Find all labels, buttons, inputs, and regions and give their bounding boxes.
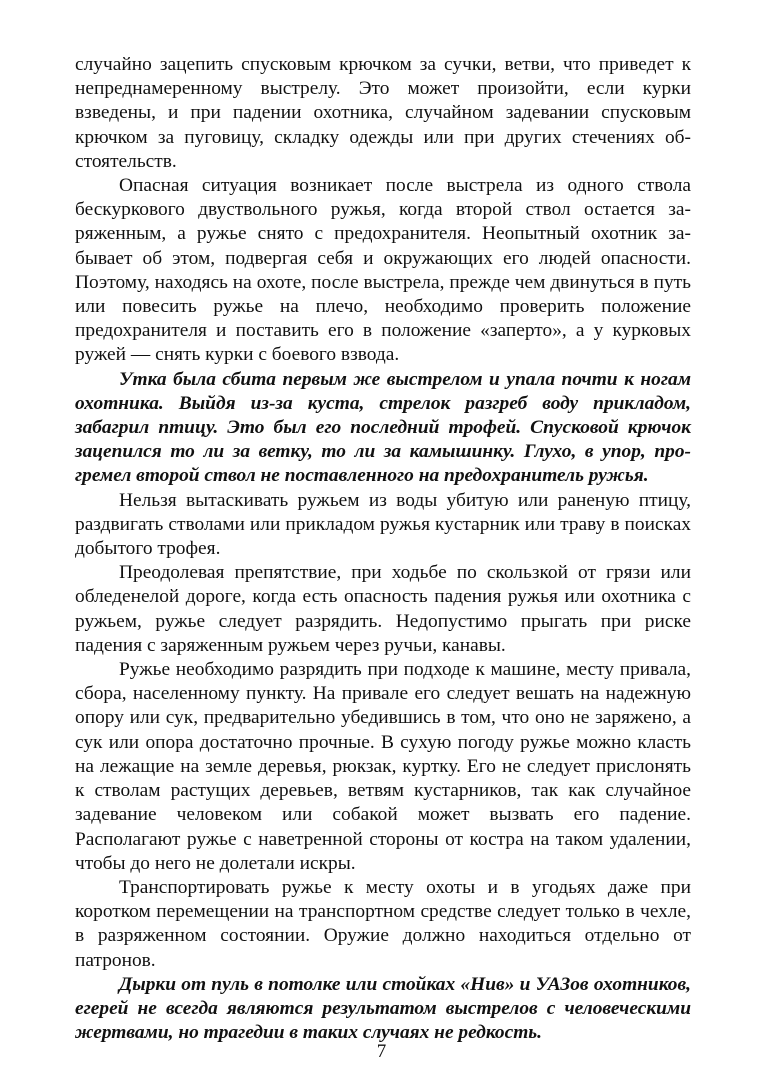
paragraph-example-duck: Утка была сбита первым же выстрелом и упала почти к ногам охотника. Выйдя из-за куста, стрелок разгреб воду прикладом, забагрил птицу. Это был его последний трофей. Спусковой крючок зацепился то ли за ветку, то ли за камышинку. Глухо, в упор, прогремел второй ствол не поставленного на предохранитель ружья. [75, 368, 691, 487]
paragraph-retrieving-game: Нельзя вытаскивать ружьем из воды убитую или раненую птицу, раздвигать стволами или прикладом ружья кустарник или траву в поисках добытого трофея. [75, 489, 691, 560]
paragraph-obstacles: Преодолевая препятствие, при ходьбе по скользкой от грязи или обледенелой дороге, когда есть опасность падения ружья или охотника с ружьем, ружье следует разрядить. Недопустимо прыгать при риске падения с заряженным ружьем через ручьи, канавы. [75, 562, 691, 656]
paragraph-transport: Транспортировать ружье к месту охоты и в угодьях даже при коротком перемещении на транспортном средстве следует только в чехле, в разряженном состоянии. Оружие должно находиться отдельно от патронов. [75, 876, 691, 971]
page-body [75, 53, 691, 1045]
paragraph-double-barrel-safety: Опасная ситуация возникает после выстрела из одного ствола бескуркового двуствольного ружья, когда второй ствол остается заряженным, а ружье снято с предохранителя. Неопытный охотник забывает об этом, подвергая себя и окружающих его людей опасности. Поэтому, находясь на охоте, после выстрела, прежде чем двинуться в путь или повесить ружье на плечо, необходимо проверить положение предохранителя и поставить его в положение «заперто», а у курковых ружей — снять курки с боевого взвода. [75, 175, 691, 366]
paragraph-example-bullet-holes: Дырки от пуль в потолке или стойках «Нив» и УАЗов охотников, егерей не всегда являются результатом выстрелов с человеческими жертвами, но трагедии в таких случаях не редкость. [75, 973, 691, 1044]
page-number: 7 [376, 1041, 387, 1062]
paragraph-unloading-rest: Ружье необходимо разрядить при подходе к машине, месту привала, сбора, населенному пункту. На привале его следует вешать на надежную опору или сук, предварительно убедившись в том, что оно не заряжено, а сук или опора достаточно прочные. В сухую погоду ружье можно класть на лежащие на земле деревья, рюкзак, куртку. Его не следует прислонять к стволам растущих деревьев, ветвям кустарников, так как случайное задевание человеком или собакой может вызвать его падение. Располагают ружье с наветренной стороны от костра на таком удалении, чтобы до него не долетали искры. [75, 659, 691, 874]
paragraph-continuation: случайно зацепить спусковым крючком за сучки, ветви, что приведет к непреднамеренному выстрелу. Это может произойти, если курки взведены, и при падении охотника, случайном задевании спусковым крючком за пуговицу, складку одежды или при других стечениях обстоятельств. [75, 54, 691, 172]
